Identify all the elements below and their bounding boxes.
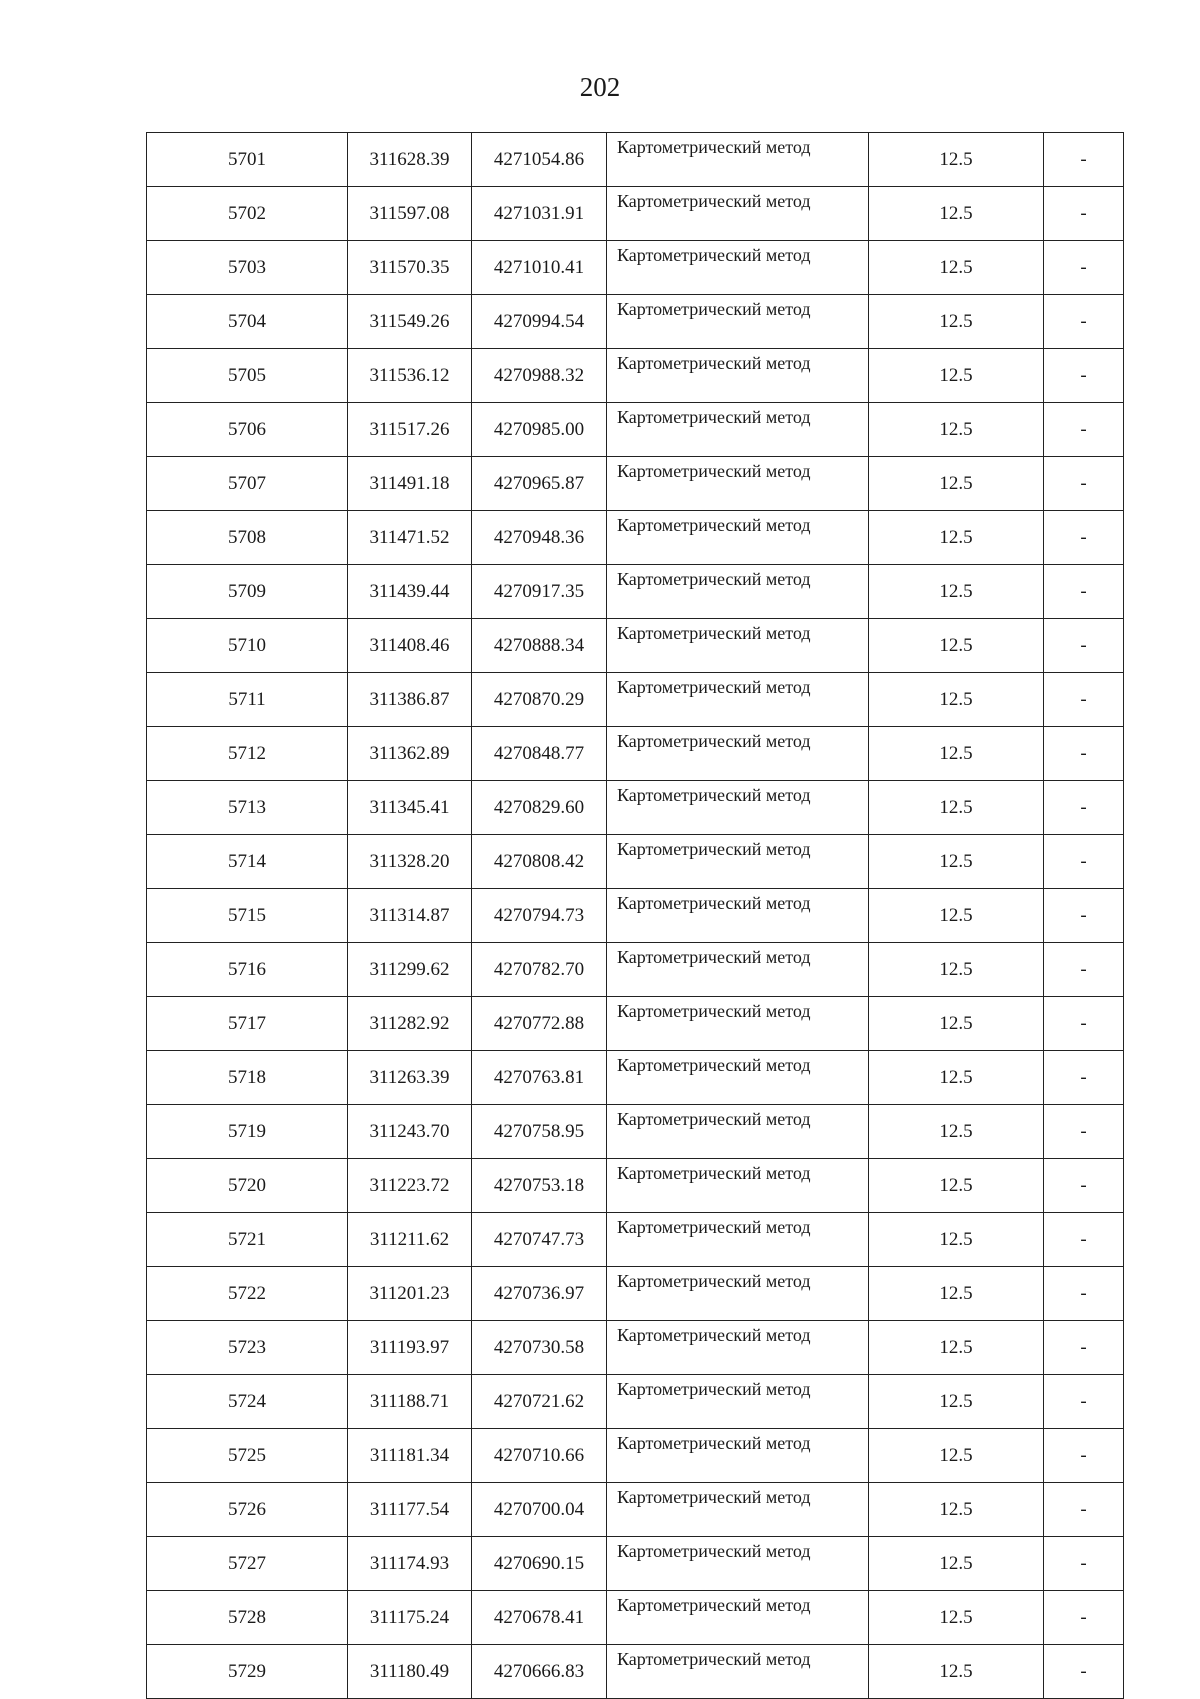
point-number-cell: 5727 [147, 1537, 348, 1591]
x-coordinate-cell: 311181.34 [348, 1429, 472, 1483]
point-number-cell: 5716 [147, 943, 348, 997]
y-coordinate-cell: 4270985.00 [472, 403, 607, 457]
point-number-cell: 5712 [147, 727, 348, 781]
y-coordinate-cell: 4270758.95 [472, 1105, 607, 1159]
method-cell: Картометрический метод [607, 1159, 869, 1213]
table-row [147, 295, 1124, 349]
note-cell: - [1044, 1537, 1124, 1591]
point-number-cell: 5708 [147, 511, 348, 565]
table-row [147, 1213, 1124, 1267]
table-row [147, 1267, 1124, 1321]
x-coordinate-cell: 311193.97 [348, 1321, 472, 1375]
method-cell: Картометрический метод [607, 1645, 869, 1699]
accuracy-cell: 12.5 [869, 1429, 1044, 1483]
note-cell: - [1044, 349, 1124, 403]
table-row [147, 943, 1124, 997]
y-coordinate-cell: 4270870.29 [472, 673, 607, 727]
method-cell: Картометрический метод [607, 1213, 869, 1267]
table-row [147, 1537, 1124, 1591]
accuracy-cell: 12.5 [869, 1267, 1044, 1321]
note-cell: - [1044, 565, 1124, 619]
y-coordinate-cell: 4271031.91 [472, 187, 607, 241]
y-coordinate-cell: 4270700.04 [472, 1483, 607, 1537]
y-coordinate-cell: 4270829.60 [472, 781, 607, 835]
x-coordinate-cell: 311177.54 [348, 1483, 472, 1537]
point-number-cell: 5715 [147, 889, 348, 943]
method-cell: Картометрический метод [607, 619, 869, 673]
x-coordinate-cell: 311491.18 [348, 457, 472, 511]
note-cell: - [1044, 727, 1124, 781]
note-cell: - [1044, 943, 1124, 997]
x-coordinate-cell: 311175.24 [348, 1591, 472, 1645]
point-number-cell: 5725 [147, 1429, 348, 1483]
method-cell: Картометрический метод [607, 835, 869, 889]
accuracy-cell: 12.5 [869, 889, 1044, 943]
y-coordinate-cell: 4270965.87 [472, 457, 607, 511]
y-coordinate-cell: 4270994.54 [472, 295, 607, 349]
table-row [147, 1051, 1124, 1105]
y-coordinate-cell: 4270782.70 [472, 943, 607, 997]
method-cell: Картометрический метод [607, 187, 869, 241]
point-number-cell: 5714 [147, 835, 348, 889]
method-cell: Картометрический метод [607, 889, 869, 943]
table-row [147, 511, 1124, 565]
note-cell: - [1044, 241, 1124, 295]
note-cell: - [1044, 889, 1124, 943]
x-coordinate-cell: 311314.87 [348, 889, 472, 943]
method-cell: Картометрический метод [607, 1375, 869, 1429]
table-row [147, 349, 1124, 403]
note-cell: - [1044, 781, 1124, 835]
table-row [147, 187, 1124, 241]
y-coordinate-cell: 4270710.66 [472, 1429, 607, 1483]
y-coordinate-cell: 4270678.41 [472, 1591, 607, 1645]
x-coordinate-cell: 311174.93 [348, 1537, 472, 1591]
note-cell: - [1044, 1051, 1124, 1105]
table-row [147, 133, 1124, 187]
accuracy-cell: 12.5 [869, 727, 1044, 781]
table-row [147, 1375, 1124, 1429]
point-number-cell: 5726 [147, 1483, 348, 1537]
point-number-cell: 5703 [147, 241, 348, 295]
method-cell: Картометрический метод [607, 673, 869, 727]
table-row [147, 1105, 1124, 1159]
point-number-cell: 5709 [147, 565, 348, 619]
x-coordinate-cell: 311263.39 [348, 1051, 472, 1105]
table-row [147, 889, 1124, 943]
point-number-cell: 5722 [147, 1267, 348, 1321]
table-row [147, 619, 1124, 673]
table-row [147, 1591, 1124, 1645]
accuracy-cell: 12.5 [869, 187, 1044, 241]
y-coordinate-cell: 4270721.62 [472, 1375, 607, 1429]
point-number-cell: 5717 [147, 997, 348, 1051]
method-cell: Картометрический метод [607, 1105, 869, 1159]
method-cell: Картометрический метод [607, 727, 869, 781]
accuracy-cell: 12.5 [869, 781, 1044, 835]
method-cell: Картометрический метод [607, 403, 869, 457]
y-coordinate-cell: 4270753.18 [472, 1159, 607, 1213]
accuracy-cell: 12.5 [869, 1375, 1044, 1429]
table-row [147, 1645, 1124, 1699]
table-row [147, 727, 1124, 781]
point-number-cell: 5719 [147, 1105, 348, 1159]
x-coordinate-cell: 311243.70 [348, 1105, 472, 1159]
accuracy-cell: 12.5 [869, 349, 1044, 403]
y-coordinate-cell: 4270747.73 [472, 1213, 607, 1267]
x-coordinate-cell: 311517.26 [348, 403, 472, 457]
note-cell: - [1044, 835, 1124, 889]
accuracy-cell: 12.5 [869, 997, 1044, 1051]
accuracy-cell: 12.5 [869, 1321, 1044, 1375]
accuracy-cell: 12.5 [869, 1483, 1044, 1537]
method-cell: Картометрический метод [607, 1537, 869, 1591]
note-cell: - [1044, 1105, 1124, 1159]
y-coordinate-cell: 4270666.83 [472, 1645, 607, 1699]
point-number-cell: 5720 [147, 1159, 348, 1213]
accuracy-cell: 12.5 [869, 457, 1044, 511]
point-number-cell: 5701 [147, 133, 348, 187]
accuracy-cell: 12.5 [869, 1051, 1044, 1105]
accuracy-cell: 12.5 [869, 241, 1044, 295]
method-cell: Картометрический метод [607, 349, 869, 403]
x-coordinate-cell: 311282.92 [348, 997, 472, 1051]
y-coordinate-cell: 4270988.32 [472, 349, 607, 403]
y-coordinate-cell: 4270808.42 [472, 835, 607, 889]
note-cell: - [1044, 673, 1124, 727]
x-coordinate-cell: 311570.35 [348, 241, 472, 295]
x-coordinate-cell: 311439.44 [348, 565, 472, 619]
note-cell: - [1044, 1591, 1124, 1645]
accuracy-cell: 12.5 [869, 133, 1044, 187]
table-body [147, 133, 1124, 1699]
method-cell: Картометрический метод [607, 1051, 869, 1105]
method-cell: Картометрический метод [607, 1591, 869, 1645]
x-coordinate-cell: 311299.62 [348, 943, 472, 997]
x-coordinate-cell: 311471.52 [348, 511, 472, 565]
method-cell: Картометрический метод [607, 1321, 869, 1375]
accuracy-cell: 12.5 [869, 1645, 1044, 1699]
accuracy-cell: 12.5 [869, 1105, 1044, 1159]
method-cell: Картометрический метод [607, 997, 869, 1051]
y-coordinate-cell: 4270730.58 [472, 1321, 607, 1375]
point-number-cell: 5713 [147, 781, 348, 835]
point-number-cell: 5710 [147, 619, 348, 673]
note-cell: - [1044, 1645, 1124, 1699]
table-row [147, 457, 1124, 511]
x-coordinate-cell: 311188.71 [348, 1375, 472, 1429]
note-cell: - [1044, 1213, 1124, 1267]
x-coordinate-cell: 311345.41 [348, 781, 472, 835]
method-cell: Картометрический метод [607, 1267, 869, 1321]
note-cell: - [1044, 1375, 1124, 1429]
y-coordinate-cell: 4271054.86 [472, 133, 607, 187]
table-row [147, 781, 1124, 835]
x-coordinate-cell: 311180.49 [348, 1645, 472, 1699]
method-cell: Картометрический метод [607, 133, 869, 187]
point-number-cell: 5707 [147, 457, 348, 511]
y-coordinate-cell: 4270848.77 [472, 727, 607, 781]
x-coordinate-cell: 311597.08 [348, 187, 472, 241]
point-number-cell: 5723 [147, 1321, 348, 1375]
accuracy-cell: 12.5 [869, 835, 1044, 889]
y-coordinate-cell: 4270794.73 [472, 889, 607, 943]
y-coordinate-cell: 4270772.88 [472, 997, 607, 1051]
x-coordinate-cell: 311362.89 [348, 727, 472, 781]
table-row [147, 673, 1124, 727]
accuracy-cell: 12.5 [869, 511, 1044, 565]
y-coordinate-cell: 4270690.15 [472, 1537, 607, 1591]
accuracy-cell: 12.5 [869, 1159, 1044, 1213]
accuracy-cell: 12.5 [869, 295, 1044, 349]
method-cell: Картометрический метод [607, 241, 869, 295]
method-cell: Картометрический метод [607, 1483, 869, 1537]
point-number-cell: 5718 [147, 1051, 348, 1105]
point-number-cell: 5704 [147, 295, 348, 349]
method-cell: Картометрический метод [607, 295, 869, 349]
x-coordinate-cell: 311201.23 [348, 1267, 472, 1321]
note-cell: - [1044, 619, 1124, 673]
table-row [147, 1429, 1124, 1483]
x-coordinate-cell: 311408.46 [348, 619, 472, 673]
method-cell: Картометрический метод [607, 457, 869, 511]
y-coordinate-cell: 4270888.34 [472, 619, 607, 673]
point-number-cell: 5706 [147, 403, 348, 457]
method-cell: Картометрический метод [607, 511, 869, 565]
page-number: 202 [579, 72, 621, 102]
table-row [147, 565, 1124, 619]
table-row [147, 1483, 1124, 1537]
method-cell: Картометрический метод [607, 781, 869, 835]
table-row [147, 1321, 1124, 1375]
note-cell: - [1044, 1267, 1124, 1321]
table-row [147, 1159, 1124, 1213]
note-cell: - [1044, 1321, 1124, 1375]
y-coordinate-cell: 4270917.35 [472, 565, 607, 619]
table-row [147, 835, 1124, 889]
note-cell: - [1044, 295, 1124, 349]
note-cell: - [1044, 187, 1124, 241]
point-number-cell: 5721 [147, 1213, 348, 1267]
accuracy-cell: 12.5 [869, 673, 1044, 727]
accuracy-cell: 12.5 [869, 565, 1044, 619]
accuracy-cell: 12.5 [869, 1213, 1044, 1267]
y-coordinate-cell: 4271010.41 [472, 241, 607, 295]
note-cell: - [1044, 1159, 1124, 1213]
point-number-cell: 5728 [147, 1591, 348, 1645]
method-cell: Картометрический метод [607, 1429, 869, 1483]
x-coordinate-cell: 311328.20 [348, 835, 472, 889]
accuracy-cell: 12.5 [869, 1537, 1044, 1591]
y-coordinate-cell: 4270736.97 [472, 1267, 607, 1321]
x-coordinate-cell: 311628.39 [348, 133, 472, 187]
x-coordinate-cell: 311536.12 [348, 349, 472, 403]
table-row [147, 241, 1124, 295]
coordinates-table [146, 132, 1124, 1699]
note-cell: - [1044, 511, 1124, 565]
point-number-cell: 5724 [147, 1375, 348, 1429]
point-number-cell: 5711 [147, 673, 348, 727]
table-row [147, 403, 1124, 457]
accuracy-cell: 12.5 [869, 619, 1044, 673]
x-coordinate-cell: 311211.62 [348, 1213, 472, 1267]
table-row [147, 997, 1124, 1051]
note-cell: - [1044, 133, 1124, 187]
x-coordinate-cell: 311386.87 [348, 673, 472, 727]
note-cell: - [1044, 997, 1124, 1051]
y-coordinate-cell: 4270948.36 [472, 511, 607, 565]
note-cell: - [1044, 1483, 1124, 1537]
accuracy-cell: 12.5 [869, 943, 1044, 997]
note-cell: - [1044, 403, 1124, 457]
point-number-cell: 5702 [147, 187, 348, 241]
method-cell: Картометрический метод [607, 565, 869, 619]
point-number-cell: 5729 [147, 1645, 348, 1699]
x-coordinate-cell: 311549.26 [348, 295, 472, 349]
method-cell: Картометрический метод [607, 943, 869, 997]
y-coordinate-cell: 4270763.81 [472, 1051, 607, 1105]
note-cell: - [1044, 1429, 1124, 1483]
point-number-cell: 5705 [147, 349, 348, 403]
accuracy-cell: 12.5 [869, 1591, 1044, 1645]
accuracy-cell: 12.5 [869, 403, 1044, 457]
x-coordinate-cell: 311223.72 [348, 1159, 472, 1213]
note-cell: - [1044, 457, 1124, 511]
